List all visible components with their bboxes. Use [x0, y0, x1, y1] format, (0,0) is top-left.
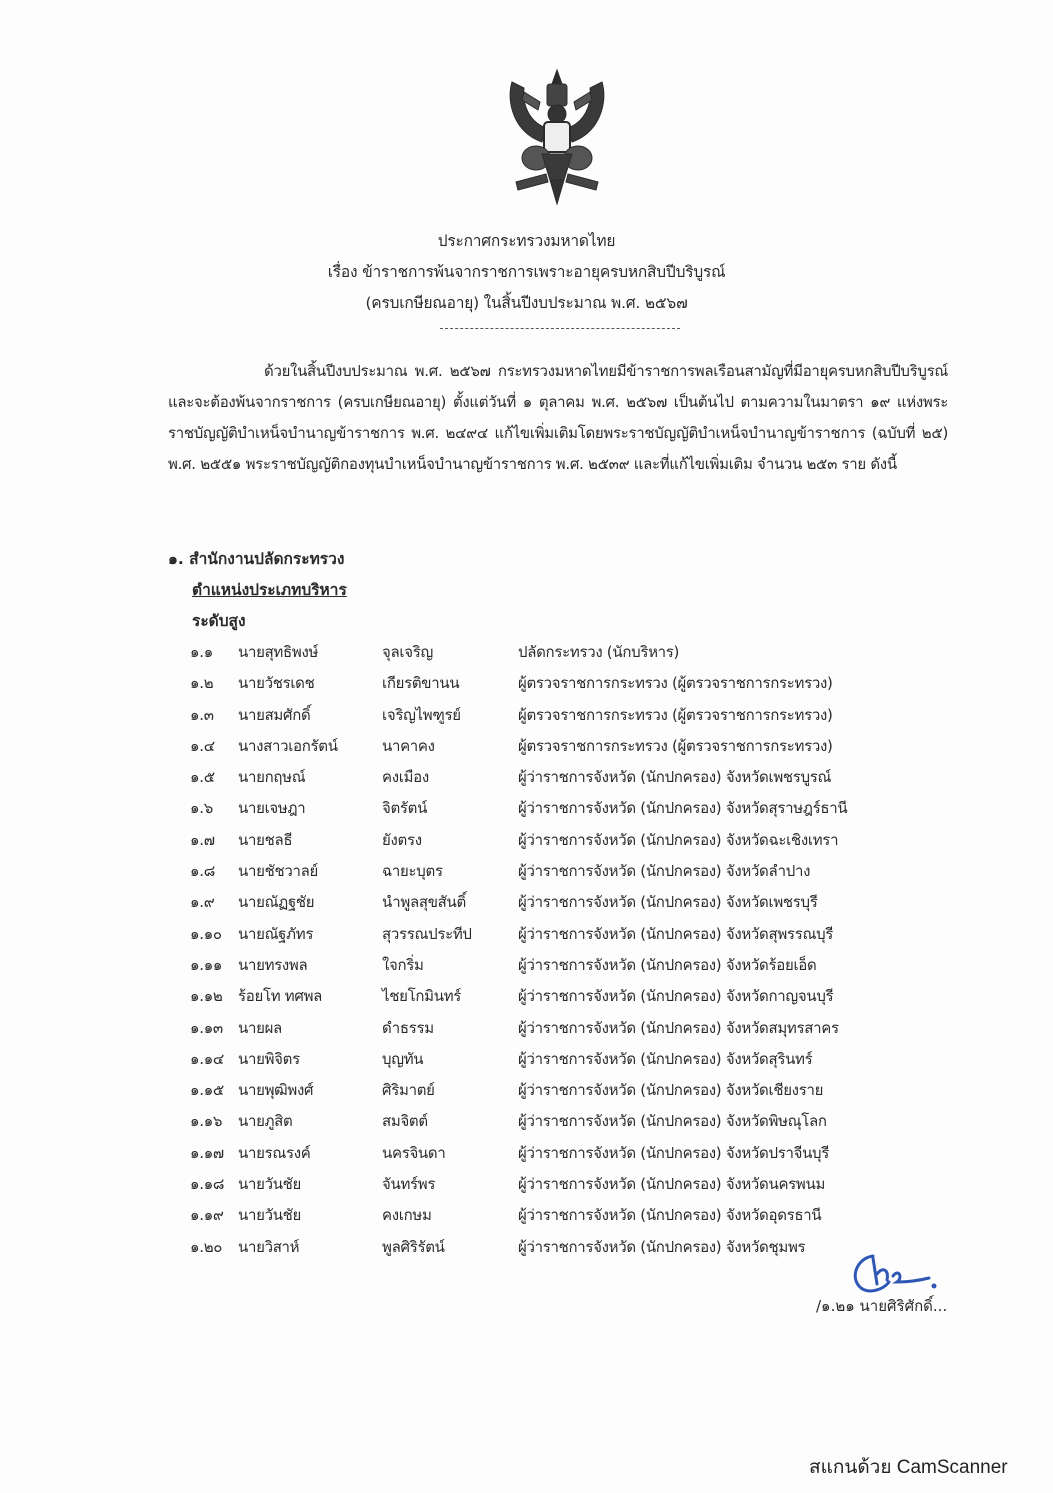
continuation-note: /๑.๒๑ นายศิริศักดิ์... [816, 1297, 948, 1315]
entry-first-name: นายชลธี [238, 830, 293, 849]
entry-last-name: ศิริมาตย์ [382, 1081, 435, 1100]
entry-number: ๑.๕ [190, 768, 215, 787]
entry-number: ๑.๑๕ [190, 1081, 224, 1100]
position-level: ระดับสูง [192, 612, 246, 630]
entry-last-name: จุลเจริญ [382, 643, 433, 661]
preamble-text: ด้วยในสิ้นปีงบประมาณ พ.ศ. ๒๕๖๗ กระทรวงมหาดไทยมีข้าราชการพลเรือนสามัญที่มีอายุครบหกสิบปีบริบูรณ์ และจะต้องพ้นจากราชการ (ครบเกษียณอายุ) ตั้งแต่วันที่ ๑ ตุลาคม พ.ศ. ๒๕๖๗ เป็นต้นไป ตามความในมาตรา ๑๙ แห่งพระราชบัญญัติบำเหน็จบำนาญข้าราชการ พ.ศ. ๒๔๙๔ แก้ไขเพิ่มเติมโดยพระราชบัญญัติบำเหน็จบำนาญข้าราชการ (ฉบับที่ ๒๕) พ.ศ. ๒๕๕๑ พระราชบัญญัติกองทุนบำเหน็จบำนาญข้าราชการ พ.ศ. ๒๕๓๙ และที่แก้ไขเพิ่มเติม จำนวน ๒๕๓ ราย ดังนี้ [168, 362, 948, 473]
entry-position: ผู้ว่าราชการจังหวัด (นักปกครอง) จังหวัดเชียงราย [518, 1081, 824, 1100]
announcement-subject-cont: (ครบเกษียณอายุ) ในสิ้นปีงบประมาณ พ.ศ. ๒๕๖๗ [365, 294, 688, 312]
entry-number: ๑.๑๗ [190, 1143, 224, 1162]
entry-number: ๑.๘ [190, 862, 215, 881]
entry-last-name: ดำธรรม [382, 1018, 434, 1037]
entry-last-name: ยังตรง [382, 830, 422, 849]
entry-last-name: สมจิตต์ [382, 1112, 428, 1131]
entry-last-name: เจริญไพฑูรย์ [382, 705, 461, 724]
entry-position: ผู้ว่าราชการจังหวัด (นักปกครอง) จังหวัดกาญจนบุรี [518, 987, 834, 1006]
entry-last-name: จิตรัตน์ [382, 799, 428, 818]
entry-position: ผู้ว่าราชการจังหวัด (นักปกครอง) จังหวัดเพชรบุรี [518, 893, 818, 912]
entry-position: ผู้ว่าราชการจังหวัด (นักปกครอง) จังหวัดสุราษฎร์ธานี [518, 799, 848, 818]
entry-last-name: จันทร์พร [382, 1175, 436, 1194]
entry-first-name: นางสาวเอกรัตน์ [238, 736, 338, 755]
signature-icon [843, 1248, 938, 1296]
entry-position: ปลัดกระทรวง (นักบริหาร) [518, 643, 680, 661]
entry-first-name: นายวัชรเดช [238, 674, 315, 693]
entry-first-name: นายภูสิต [238, 1112, 293, 1131]
entry-position: ผู้ว่าราชการจังหวัด (นักปกครอง) จังหวัดอุดรธานี [518, 1206, 822, 1225]
entry-number: ๑.๒ [190, 674, 214, 693]
entry-position: ผู้ว่าราชการจังหวัด (นักปกครอง) จังหวัดเพชรบูรณ์ [518, 768, 832, 787]
entry-position: ผู้ว่าราชการจังหวัด (นักปกครอง) จังหวัดพิษณุโลก [518, 1112, 827, 1131]
camscanner-watermark: สแกนด้วย CamScanner [809, 1457, 1008, 1478]
entry-number: ๑.๒๐ [190, 1237, 223, 1256]
entry-last-name: นำพูลสุขสันติ์ [382, 893, 466, 912]
entry-last-name: นครจินดา [382, 1143, 446, 1162]
entry-number: ๑.๑ [190, 643, 213, 661]
entry-first-name: นายวันชัย [238, 1206, 302, 1225]
entry-number: ๑.๑๒ [190, 987, 223, 1006]
entry-position: ผู้ตรวจราชการกระทรวง (ผู้ตรวจราชการกระทรวง) [518, 705, 833, 724]
entry-number: ๑.๗ [190, 830, 215, 849]
entry-last-name: เกียรติขานน [382, 674, 460, 693]
entry-first-name: นายณัฐภัทร [238, 924, 314, 943]
entry-number: ๑.๑๘ [190, 1175, 225, 1194]
entry-first-name: นายพิจิตร [238, 1049, 300, 1068]
header-divider [440, 328, 680, 329]
entry-first-name: นายสุทธิพงษ์ [238, 643, 319, 661]
entry-last-name: บุญทัน [382, 1049, 424, 1068]
entry-number: ๑.๑๐ [190, 924, 222, 943]
entry-first-name: นายกฤษณ์ [238, 768, 306, 787]
entry-number: ๑.๑๙ [190, 1206, 224, 1225]
entry-first-name: นายเจษฎา [238, 799, 306, 818]
preamble-paragraph [168, 356, 948, 480]
entry-first-name: นายผล [238, 1018, 282, 1037]
entry-position: ผู้ว่าราชการจังหวัด (นักปกครอง) จังหวัดลำปาง [518, 862, 811, 881]
entry-last-name: พูลศิริรัตน์ [382, 1237, 445, 1256]
entry-position: ผู้ว่าราชการจังหวัด (นักปกครอง) จังหวัดฉะเชิงเทรา [518, 830, 839, 849]
announcement-issuer: ประกาศกระทรวงมหาดไทย [437, 232, 616, 250]
entry-number: ๑.๑๔ [190, 1049, 224, 1068]
entry-position: ผู้ว่าราชการจังหวัด (นักปกครอง) จังหวัดนครพนม [518, 1175, 826, 1194]
entry-number: ๑.๑๓ [190, 1018, 223, 1037]
entry-position: ผู้ว่าราชการจังหวัด (นักปกครอง) จังหวัดร้อยเอ็ด [518, 955, 817, 974]
entry-last-name: สุวรรณประทีป [382, 924, 472, 943]
entry-position: ผู้ว่าราชการจังหวัด (นักปกครอง) จังหวัดสมุทรสาคร [518, 1018, 839, 1037]
entry-first-name: นายรณรงค์ [238, 1143, 311, 1162]
section-title: ๑. สำนักงานปลัดกระทรวง [168, 550, 345, 568]
entry-first-name: นายพุฒิพงศ์ [238, 1081, 314, 1100]
entry-position: ผู้ตรวจราชการกระทรวง (ผู้ตรวจราชการกระทรวง) [518, 736, 833, 755]
entry-last-name: นาคาคง [382, 736, 435, 755]
entry-last-name: ฉายะบุตร [382, 862, 443, 881]
entry-last-name: ใจกริ่ม [382, 955, 424, 974]
entry-position: ผู้ว่าราชการจังหวัด (นักปกครอง) จังหวัดสุรินทร์ [518, 1049, 813, 1068]
entry-first-name: นายทรงพล [238, 955, 308, 974]
entry-position: ผู้ตรวจราชการกระทรวง (ผู้ตรวจราชการกระทรวง) [518, 674, 833, 693]
entry-position: ผู้ว่าราชการจังหวัด (นักปกครอง) จังหวัดสุพรรณบุรี [518, 924, 834, 943]
entry-number: ๑.๔ [190, 736, 215, 755]
announcement-subject: เรื่อง ข้าราชการพ้นจากราชการเพราะอายุครบหกสิบปีบริบูรณ์ [327, 263, 726, 281]
entry-last-name: คงเมือง [382, 768, 429, 787]
entry-first-name: นายณัฏฐชัย [238, 893, 315, 912]
entry-last-name: ไชยโกมินทร์ [382, 987, 462, 1006]
entry-number: ๑.๑๑ [190, 955, 223, 974]
entry-position: ผู้ว่าราชการจังหวัด (นักปกครอง) จังหวัดชุมพร [518, 1237, 806, 1256]
entry-number: ๑.๙ [190, 893, 215, 912]
entry-number: ๑.๖ [190, 799, 213, 818]
entry-first-name: นายวิสาห์ [238, 1237, 300, 1256]
entry-first-name: ร้อยโท ทศพล [238, 987, 323, 1006]
entry-first-name: นายวันชัย [238, 1175, 302, 1194]
entry-first-name: นายสมศักดิ์ [238, 705, 311, 724]
entry-first-name: นายชัชวาลย์ [238, 862, 318, 881]
entry-number: ๑.๓ [190, 705, 214, 724]
garuda-emblem-icon [502, 62, 612, 212]
entry-number: ๑.๑๖ [190, 1112, 223, 1131]
entry-position: ผู้ว่าราชการจังหวัด (นักปกครอง) จังหวัดปราจีนบุรี [518, 1143, 830, 1162]
position-category: ตำแหน่งประเภทบริหาร [192, 581, 347, 599]
entry-last-name: คงเกษม [382, 1206, 432, 1225]
